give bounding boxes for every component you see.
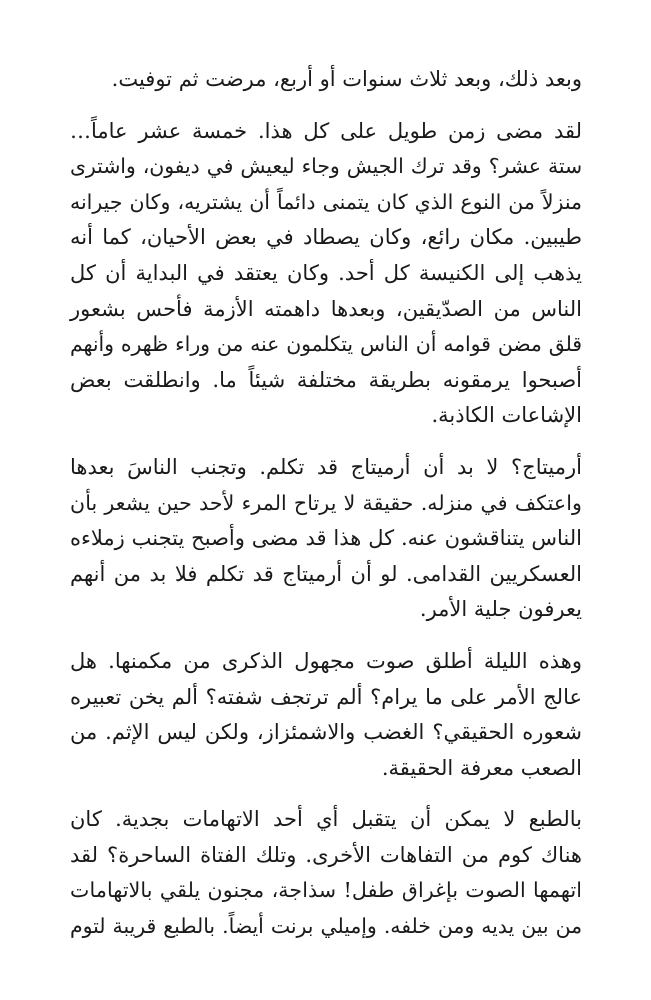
text-line: يذهب إلى الكنيسة كل أحد. وكان يعتقد في البداية أن كل [70,260,582,285]
text-line: منزلاً من النوع الذي كان يتمنى دائماً أن يشتريه، وكان جيرانه [70,189,582,214]
text-line: هناك كوم من التفاهات الأخرى. وتلك الفتاة الساحرة؟ لقد [70,842,582,867]
paragraph-4 [70,644,582,786]
paragraph-5 [70,802,582,944]
text-line: بالطبع لا يمكن أن يتقبل أي أحد الاتهامات بجدية. كان [70,807,582,832]
text-line: لقد مضى زمن طويل على كل هذا. خمسة عشر عاماً… [70,118,582,143]
paragraph-3 [70,450,582,628]
paragraph-1 [70,62,582,98]
text-line: العسكريين القدامى. لو أن أرميتاج قد تكلم فلا بد من أنهم [70,561,582,586]
text-line: وهذه الليلة أطلق صوت مجهول الذكرى من مكمنها. هل [70,648,582,673]
paragraph-2 [70,114,582,434]
text-line: شعوره الحقيقي؟ الغضب والاشمئزاز، ولكن ليس الإثم. من [70,720,582,745]
text-line: يعرفون جلية الأمر. [419,597,582,622]
text-line: عالج الأمر على ما يرام؟ ألم ترتجف شفته؟ ألم يخن تعبيره [70,684,582,709]
text-line: الصعب معرفة الحقيقة. [381,755,582,780]
text-line: الإشاعات الكاذبة. [431,403,582,428]
text-line: طيبين. مكان رائع، وكان يصطاد في بعض الأحيان، كما أنه [70,225,582,250]
text-line: الناس يتناقشون عنه. كل هذا قد مضى وأصبح يتجنب زملاءه [70,526,582,551]
text-line: من بين يديه ومن خلفه. وإميلي برنت أيضاً. بالطبع قريبة لتوم [70,914,582,939]
text-line: أصبحوا يرمقونه بطريقة مختلفة شيئاً ما. وانطلقت بعض [70,367,582,392]
text-line: أرميتاج؟ لا بد أن أرميتاج قد تكلم. وتجنب الناسَ بعدها [70,454,582,479]
text-line: ستة عشر؟ وقد ترك الجيش وجاء ليعيش في ديفون، واشترى [70,154,582,179]
book-page [70,62,582,961]
text-line: اتهمها الصوت بإغراق طفل! سذاجة، مجنون يلقي بالاتهامات [70,878,582,903]
text-line: واعتكف في منزله. حقيقة لا يرتاح المرء لأحد حين يشعر بأن [70,490,582,515]
text-line: وبعد ذلك، وبعد ثلاث سنوات أو أربع، مرضت ثم توفيت. [111,67,582,91]
text-line: الناس من الصدّيقين، وبعدها داهمته الأزمة فأحس بشعور [70,296,582,321]
text-line: قلق مضن قوامه أن الناس يتكلمون عنه من وراء ظهره وأنهم [70,332,582,357]
